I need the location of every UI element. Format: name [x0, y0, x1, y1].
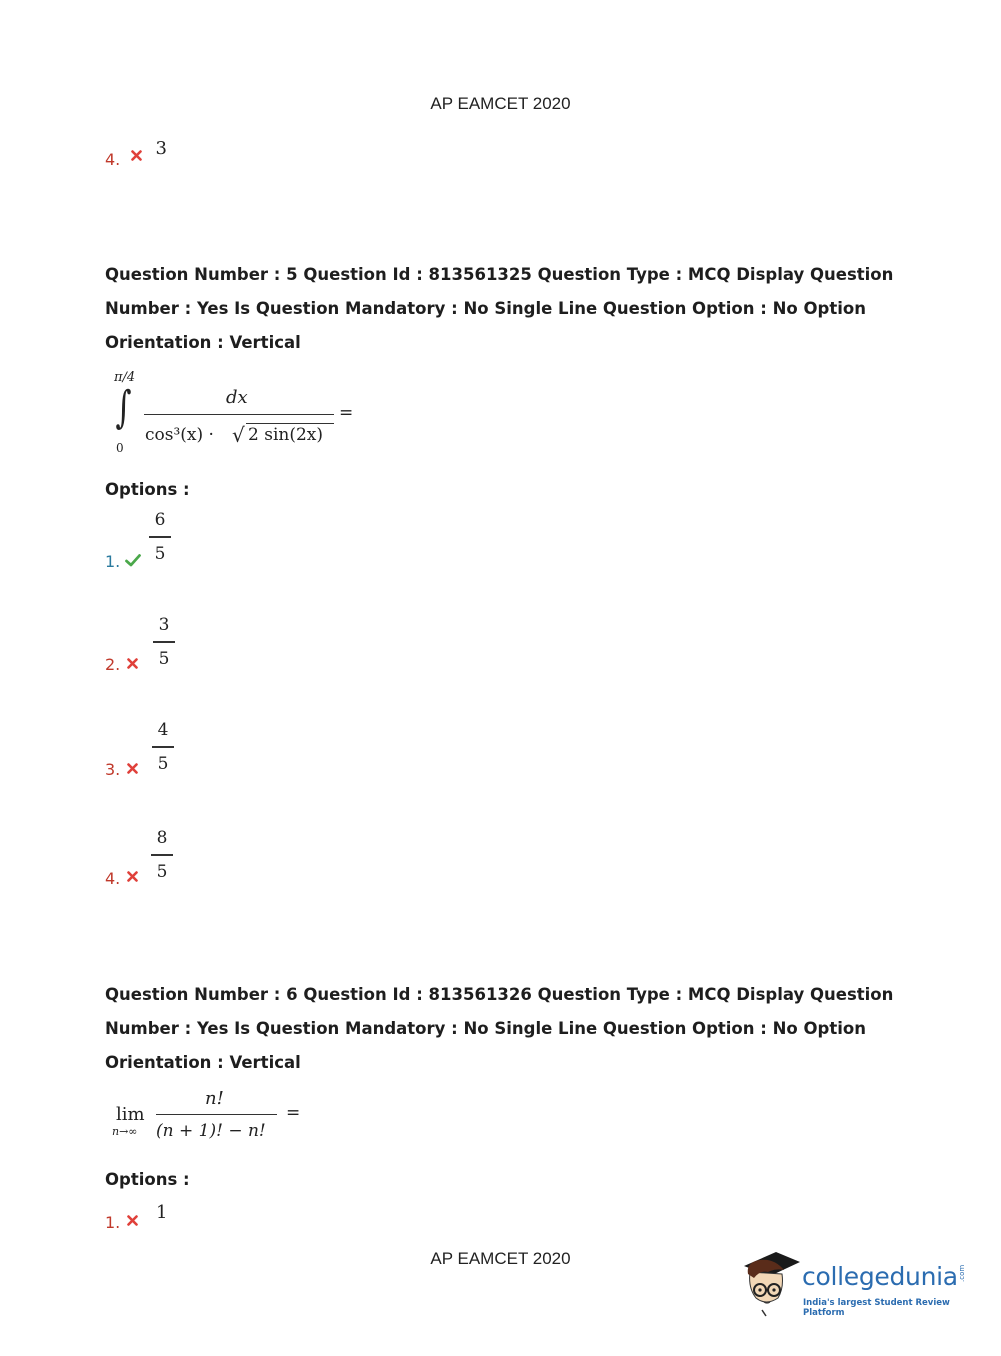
- option-number: 4.: [105, 869, 121, 888]
- fraction-bar: [153, 641, 175, 643]
- option-number: 1.: [105, 552, 121, 571]
- option-denominator: 5: [154, 543, 166, 564]
- wrong-cross-icon: [127, 871, 138, 882]
- wrong-cross-icon: [131, 150, 142, 161]
- collegedunia-logo[interactable]: [740, 1248, 975, 1320]
- question-6-expression: [112, 1086, 312, 1146]
- wrong-cross-icon: [127, 763, 138, 774]
- option-number: 3.: [105, 760, 121, 779]
- option-number: 2.: [105, 655, 121, 674]
- option-numerator: 6: [154, 510, 166, 530]
- integrand-denominator-left: cos³(x) ·: [145, 425, 214, 445]
- logo-suffix: .com: [958, 1264, 966, 1282]
- mascot-icon: [740, 1248, 802, 1318]
- integral-sign: ∫: [115, 382, 132, 433]
- option-numerator: 8: [156, 828, 168, 848]
- fraction-bar: [144, 414, 334, 415]
- question-5-meta: Question Number : 5 Question Id : 813561325 Question Type : MCQ Display Question Number : Yes Is Question Mandatory : No Single Line Question Option : No Option Orientation : Vertical: [105, 265, 894, 352]
- prev-option-4: [105, 138, 167, 169]
- limit-denominator: (n + 1)! − n!: [156, 1121, 266, 1141]
- option-denominator: 5: [158, 648, 170, 669]
- fraction-bar: [151, 854, 173, 856]
- radical-sign: √: [232, 423, 245, 447]
- option-denominator: 5: [157, 753, 169, 774]
- option-value: 1: [156, 1202, 168, 1223]
- wrong-cross-icon: [127, 658, 138, 669]
- fraction-bar: [156, 1114, 277, 1115]
- integrand-numerator: dx: [226, 387, 248, 408]
- option-number: 1.: [105, 1213, 121, 1232]
- radical-overline: [246, 423, 334, 424]
- correct-check-icon: [125, 554, 141, 567]
- page-footer: AP EAMCET 2020: [430, 1249, 571, 1268]
- fraction-bar: [152, 746, 174, 748]
- option-numerator: 3: [158, 615, 170, 635]
- logo-tagline: India's largest Student Review Platform: [803, 1298, 950, 1318]
- integral-lower-limit: 0: [116, 441, 124, 455]
- option-denominator: 5: [156, 861, 168, 882]
- question-5-options-label: Options :: [105, 480, 190, 499]
- page-header: AP EAMCET 2020: [430, 94, 571, 113]
- equals-sign: =: [339, 403, 354, 423]
- option-number: 4.: [105, 150, 121, 169]
- option-value: 3: [155, 138, 167, 159]
- option-numerator: 4: [157, 720, 169, 740]
- limit-word: lim: [116, 1104, 145, 1125]
- limit-subscript: n→∞: [112, 1125, 138, 1138]
- logo-brand: collegedunia: [802, 1262, 958, 1291]
- integral-upper-limit: π/4: [114, 370, 136, 385]
- wrong-cross-icon: [127, 1215, 138, 1226]
- question-6-options-label: Options :: [105, 1170, 190, 1189]
- fraction-bar: [149, 536, 171, 538]
- radicand: 2 sin(2x): [248, 425, 323, 445]
- equals-sign: =: [286, 1103, 301, 1123]
- question-6-meta: Question Number : 6 Question Id : 813561326 Question Type : MCQ Display Question Number : Yes Is Question Mandatory : No Single Line Question Option : No Option Orientation : Vertical: [105, 985, 894, 1072]
- limit-numerator: n!: [205, 1088, 224, 1109]
- question-5-expression: [110, 368, 370, 460]
